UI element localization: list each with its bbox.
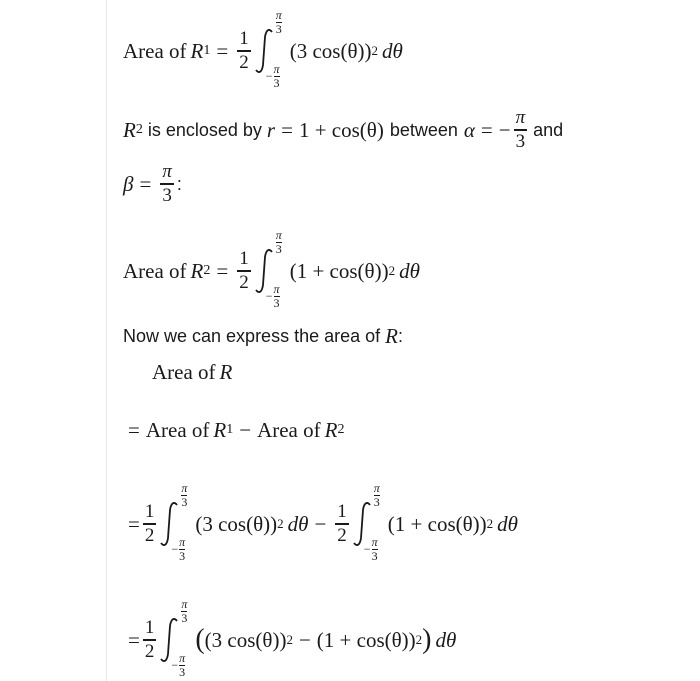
combined-integral-line: = $\frac{1}{2}$ π 3 − π 3 ( (3 cos(θ)) 2 − (1 + cos(θ)) 2 ) dθ	[128, 597, 457, 679]
content-left-border	[106, 0, 107, 681]
enclosed-by-text: is enclosed by	[147, 119, 262, 140]
split-integrals-line: = $\frac{1}{2}$ π 3 − π 3 (3 cos(θ)) 2 dθ − $\frac{1}{2}$ π 3 − π 3 (1 + cos(θ)) 2 dθ	[128, 481, 518, 563]
area-of-r-line: Area of R	[152, 359, 233, 384]
integral-sign: π 3 − π 3	[352, 492, 378, 556]
r2-symbol: R	[123, 117, 136, 142]
equals-sign: =	[216, 38, 229, 63]
integrand-3cos: (3 cos(θ))	[289, 38, 372, 63]
r1-symbol: R	[190, 38, 204, 63]
integral-sign: π 3 − π 3	[159, 608, 185, 672]
one-half-fraction: $\frac{1}{2}$	[239, 28, 249, 73]
integral-sign: π 3 − π 3	[159, 492, 185, 556]
pi-over-3: $\frac{\pi}{3}$	[162, 161, 172, 206]
dtheta: dθ	[382, 38, 403, 63]
area-r2-equation: Area of R 2 = $\frac{1}{2}$ π 3 − π 3 (1 + cos(θ)) 2 dθ	[123, 228, 420, 310]
integral-sign: π 3 − π 3	[254, 19, 280, 83]
integral-sign: π 3 − π 3	[254, 239, 280, 303]
now-express-text: Now we can express the area of R :	[123, 323, 403, 348]
area-r1-equation: Area of R 1 = $\frac{1}{2}$ π 3 − π 3 (3 cos(θ)) 2 dθ	[123, 8, 403, 90]
area-difference-line: = Area of R 1 − Area of R 2	[128, 417, 345, 442]
beta-line: β = $\frac{\pi}{3}$ :	[123, 161, 182, 206]
between-text: between	[389, 119, 458, 140]
r1-subscript: 1	[203, 43, 211, 58]
r2-description-line1: R 2 is enclosed by r = 1 + cos(θ) between α = − $\frac{\pi}{3}$ and	[123, 107, 564, 152]
and-text: and	[533, 119, 564, 140]
area-of-label: Area of	[123, 38, 187, 63]
neg-pi-over-3: $\frac{\pi}{3}$	[515, 107, 526, 152]
